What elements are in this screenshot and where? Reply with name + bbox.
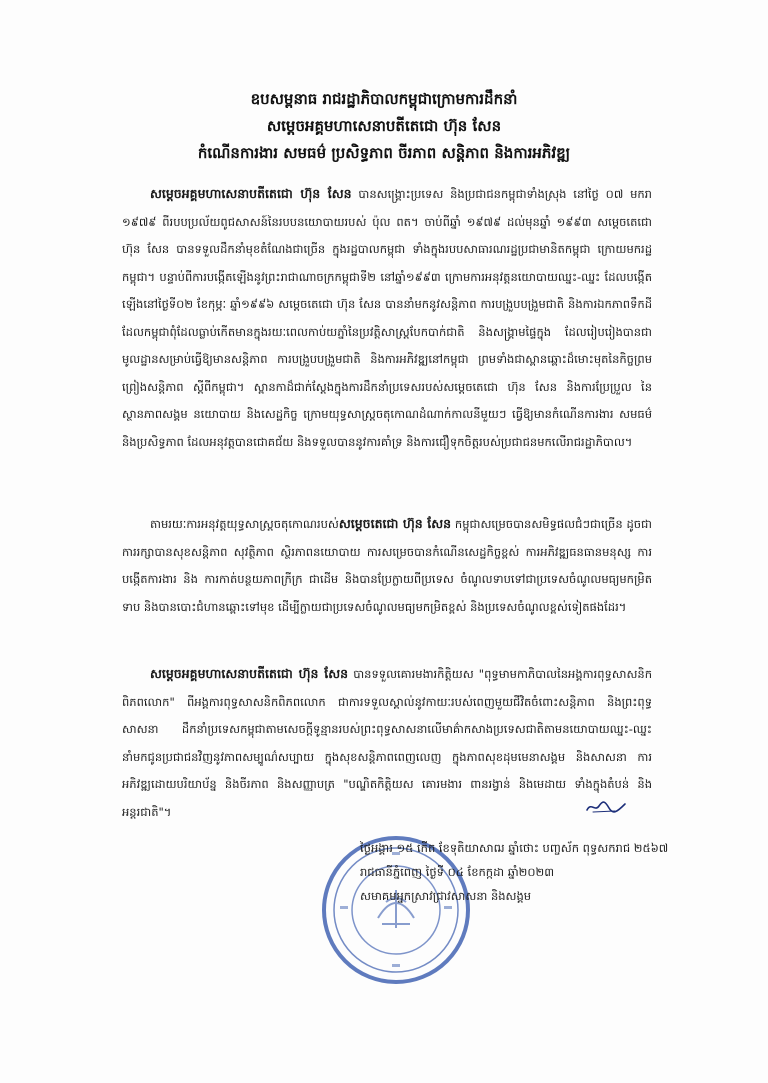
title-line-2: សម្តេចអគ្គមហាសេនាបតីតេជោ ហ៊ុន សែន <box>266 117 502 135</box>
footer-place-date: រាជធានីភ្នំពេញ ថ្ងៃទី ០៤ ខែកក្កដា ឆ្នាំ២០២៣ <box>360 865 555 879</box>
paragraph-2-lead: សម្តេចតេជោ ហ៊ុន សែន <box>338 516 452 531</box>
paragraph-3-body: បានទទួលគោរមងារកិត្តិយស "ពុទ្ធមាមកាភិបាលនៃអង្គការពុទ្ធសាសនិកពិភពលោក" ពីអង្គការពុទ្ធសាសនិកពិភពលោក ជាការទទួលស្គាល់នូវកាយៈរបស់ពេញមួយជីវិតចំពោះសន្តិភាព និងព្រះពុទ្ធសាសនា ដឹកនាំប្រទេសកម្ពុជាតាមសេចក្តីទូន្មានរបស់ព្រះពុទ្ធសាសនាលើមាគ៌ាកសាងប្រទេសជាតិតាមនយោបាយឈ្នះ-ឈ្នះ នាំមកជូនប្រជាជនវិញនូវភាពសម្បូណ៌សប្បាយ ក្នុងសុខសន្តិភាពពេញលេញ ក្នុងភាពសុខដុមមេនាសង្គម និងសាសនា ការអភិវឌ្ឍដោយបរិយាប័ន្ន និងចីរភាព និងសញ្ញាបត្រ "បណ្ឌិតកិត្តិយស គោរមងារ ពានរង្វាន់ និងមេដាយ ទាំងក្នុងតំបន់ និងអន្តរជាតិ"។ <box>122 667 652 819</box>
handwritten-signature <box>585 798 627 816</box>
document-title <box>150 86 618 167</box>
footer-organization: សមាគមអ្នកស្រាវជ្រាវសាសនា និងសង្គម <box>360 889 532 903</box>
paragraph-2-start: តាមរយៈការអនុវត្តយុទ្ធសាស្ត្រចតុកោណរបស់ <box>150 517 339 531</box>
paragraph-1 <box>122 180 652 456</box>
paragraph-1-body: បានសង្គ្រោះប្រទេស និងប្រជាជនកម្ពុជាទាំងស្រុង នៅថ្ងៃ ០៧ មករា ១៩៧៩ ពីរបបប្រល័យពូជសាសន៍នៃរបបនយោបាយរបស់ ប៉ុល ពត។ ចាប់ពីឆ្នាំ ១៩៧៩ ដល់មុនឆ្នាំ ១៩៩៣ សម្តេចតេជោ ហ៊ុន សែន បានទទួលដឹកនាំមុខតំណែងជាច្រើន ក្នុងរដ្ឋបាលកម្ពុជា ទាំងក្នុងរបបសាធារណរដ្ឋប្រជាមានិតកម្ពុជា ក្រោយមករដ្ឋកម្ពុជា។ បន្ទាប់ពីការបង្កើតឡើងនូវព្រះរាជាណាចក្រកម្ពុជាទី២ នៅឆ្នាំ១៩៩៣ ក្រោមការអនុវត្តនយោបាយឈ្នះ-ឈ្នះ ដែលបង្កើតឡើងនៅថ្ងៃទី០២ ខែកុម្ភៈ ឆ្នាំ១៩៩៦ សម្តេចតេជោ ហ៊ុន សែន បាននាំមកនូវសន្តិភាព ការបង្រួបបង្រួមជាតិ និងការឯកភាពទឹកដី ដែលកម្ពុជាពុំដែលធ្លាប់កើតមានក្នុងរយៈពេលកាប់យភ្នាំនៃប្រវត្តិសាស្ត្របែកបាក់ជាតិ និងសង្គ្រាមផ្ទៃក្នុង ដែលរៀបរៀងបានជាមូលដ្ឋានសម្រាប់ធ្វើឱ្យមានសន្តិភាព ការបង្រួបបង្រួមជាតិ និងការអភិវឌ្ឍនៅកម្ពុជា ព្រមទាំងជាស្ពានឆ្ពោះដ៏មោះមុតនៃកិច្ចព្រមព្រៀងសន្តិភាព ស្តីពីកម្ពុជា។ ស្ពានកាដ៏ជាក់ស្តែងក្នុងការដឹកនាំប្រទេសរបស់សម្តេចតេជោ ហ៊ុន សែន និងការប្រែប្រួល នៃស្ថានភាពសង្គម នយោបាយ និងសេដ្ឋកិច្ច ក្រោមយុទ្ធសាស្ត្រចតុកោណដំណាក់កាលនីមួយៗ ធ្វើឱ្យមានកំណើនការងារ សមធម៌ និងប្រសិទ្ធភាព ដែលអនុវត្តបានជោគជ័យ និងទទួលបាននូវការគាំទ្រ និងការជឿទុកចិត្តរបស់ប្រជាជនមកលើរាជរដ្ឋាភិបាល។ <box>122 187 652 449</box>
paragraph-2-body: កម្ពុជាសម្រេចបានសមិទ្ធផលជំៗជាច្រើន ដូចជា ការរក្សាបានសុខសន្តិភាព សុវត្ថិភាព ស្ថិរភាពនយោបាយ ការសម្រេចបានកំណើនសេដ្ឋកិច្ចខ្ពស់ ការអភិវឌ្ឍធនធានមនុស្ស ការបង្កើតការងារ និង ការកាត់បន្ថយភាពក្រីក្រ ជាដើម និងបានប្រែក្លាយពីប្រទេស ចំណូលទាបទៅជាប្រទេសចំណូលមធ្យមកម្រិតទាប និងបានបោះជំហានឆ្ពោះទៅមុខ ដើម្បីក្លាយជាប្រទេសចំណូលមធ្យមកម្រិតខ្ពស់ និងប្រទេសចំណូលខ្ពស់ទៀតផងដែរ។ <box>122 517 653 614</box>
title-line-3: កំណើនការងារ សមធម៌ ប្រសិទ្ធភាព ចីរភាព សន្តិភាព និងការអភិវឌ្ឍ <box>197 144 571 162</box>
paragraph-3 <box>122 660 652 826</box>
paragraph-3-lead: សម្តេចអគ្គមហាសេនាបតីតេជោ ហ៊ុន សែន <box>150 666 349 681</box>
paragraph-1-lead: សម្តេចអគ្គមហាសេនាបតីតេជោ ហ៊ុន សែន <box>150 186 352 201</box>
title-line-1: ឧបសម្ពនាធ រាជរដ្ឋាភិបាលកម្ពុជាក្រោមការដឹកនាំ <box>250 90 518 108</box>
paragraph-2 <box>122 510 652 621</box>
document-footer <box>360 836 680 908</box>
footer-lunar-date: ថ្ងៃអង្គារ ១៥ កើត ខែទុតិយាសាឍ ឆ្នាំថោះ បញ្ចស័ក ពុទ្ធសករាជ ២៥៦៧ <box>360 841 669 855</box>
